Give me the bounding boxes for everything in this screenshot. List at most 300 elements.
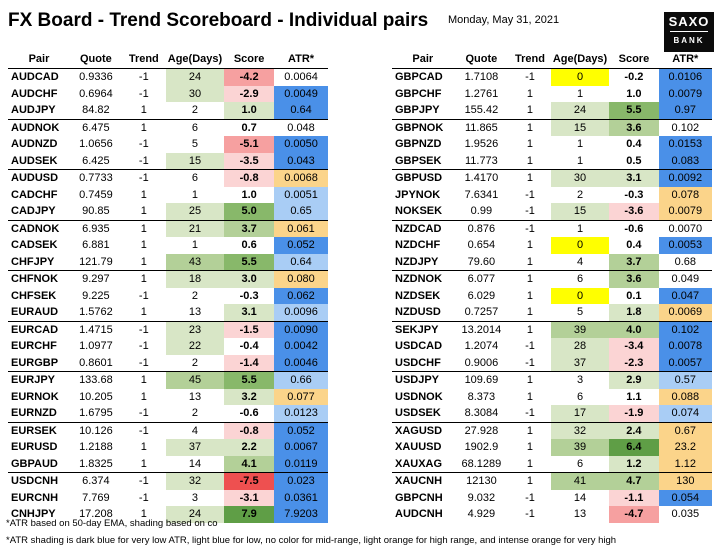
atr-cell: 0.64 xyxy=(274,102,328,119)
quote-cell: 8.3084 xyxy=(464,407,499,420)
score-cell: 4.7 xyxy=(609,473,658,490)
table-row xyxy=(8,102,328,119)
quote-cell: 1.4170 xyxy=(454,170,510,187)
atr-cell: 0.080 xyxy=(274,271,328,288)
trend-cell: 1 xyxy=(526,239,534,252)
trend-cell: -1 xyxy=(138,138,149,151)
pair-cell: USDCHF xyxy=(395,356,441,369)
age-cell: 22 xyxy=(166,338,224,355)
trend-cell: 1 xyxy=(140,205,147,218)
score-cell: 1.0 xyxy=(224,102,274,119)
quote-cell: 6.077 xyxy=(454,271,510,288)
table-row xyxy=(392,187,712,204)
right-col-header: ATR* xyxy=(672,53,699,65)
score-cell: 0.7 xyxy=(224,119,274,136)
score-cell: -1.4 xyxy=(224,355,274,372)
pair-cell: USDCNH xyxy=(8,473,70,490)
pair-cell: GBPNOK xyxy=(392,119,454,136)
score-cell: 4.1 xyxy=(224,456,274,473)
age-cell: 24 xyxy=(551,102,609,119)
age-cell: 18 xyxy=(166,271,224,288)
pair-cell: USDCAD xyxy=(395,340,443,353)
table-row xyxy=(392,203,712,220)
trend-cell: 1 xyxy=(140,306,147,319)
age-cell: 1 xyxy=(551,220,609,237)
pair-cell: EURUSD xyxy=(11,441,58,454)
atr-cell: 0.054 xyxy=(659,490,712,507)
table-row xyxy=(392,456,712,473)
pair-cell: AUDNOK xyxy=(8,119,70,136)
score-cell: -0.6 xyxy=(239,407,259,420)
score-cell: 5.0 xyxy=(224,203,274,220)
score-cell: 1.0 xyxy=(626,87,642,100)
trend-cell: -1 xyxy=(122,321,166,338)
quote-cell: 6.475 xyxy=(70,119,122,136)
pair-cell: EURNOK xyxy=(11,390,59,403)
score-cell: -3.6 xyxy=(609,203,658,220)
pair-cell: AUDUSD xyxy=(8,170,70,187)
table-row xyxy=(8,372,328,389)
age-cell: 6 xyxy=(551,271,609,288)
atr-cell: 0.0079 xyxy=(659,203,712,220)
atr-cell: 0.049 xyxy=(659,271,712,288)
pair-cell: AUDNZD xyxy=(11,138,58,151)
table-row xyxy=(392,102,712,119)
pair-cell: NOKSEK xyxy=(395,205,443,218)
atr-cell: 0.0070 xyxy=(659,220,712,237)
quote-cell: 6.425 xyxy=(82,154,110,167)
trend-cell: 1 xyxy=(509,321,551,338)
atr-cell: 0.0064 xyxy=(274,69,328,86)
pair-cell: AUDCAD xyxy=(8,69,70,86)
pair-cell: CNHJPY xyxy=(11,508,56,521)
age-cell: 15 xyxy=(166,153,224,170)
atr-cell: 0.65 xyxy=(274,203,328,220)
pair-cell: EURCHF xyxy=(11,340,57,353)
score-cell: -3.5 xyxy=(224,153,274,170)
quote-cell: 1.4715 xyxy=(70,321,122,338)
quote-cell: 0.7459 xyxy=(79,188,113,201)
age-cell: 32 xyxy=(166,473,224,490)
quote-cell: 0.876 xyxy=(454,220,510,237)
atr-cell: 0.048 xyxy=(274,119,328,136)
table-row xyxy=(8,69,328,86)
quote-cell: 4.929 xyxy=(467,508,496,521)
quote-cell: 6.029 xyxy=(467,289,496,302)
quote-cell: 13.2014 xyxy=(454,321,510,338)
atr-cell: 0.66 xyxy=(274,372,328,389)
trend-cell: -1 xyxy=(138,154,149,167)
table-row xyxy=(392,422,712,439)
age-cell: 2 xyxy=(576,188,584,201)
trend-cell: 1 xyxy=(140,441,147,454)
quote-cell: 1.0656 xyxy=(79,138,113,151)
score-cell: 1.0 xyxy=(241,188,257,201)
pair-cell: USDSEK xyxy=(395,407,441,420)
pair-cell: EURGBP xyxy=(11,356,59,369)
table-row xyxy=(392,405,712,422)
pair-cell: AUDSEK xyxy=(11,154,58,167)
quote-cell: 9.225 xyxy=(82,289,110,302)
score-cell: 3.0 xyxy=(224,271,274,288)
age-cell: 25 xyxy=(166,203,224,220)
quote-cell: 84.82 xyxy=(82,104,110,117)
quote-cell: 0.8601 xyxy=(79,356,113,369)
quote-cell: 121.79 xyxy=(79,255,113,268)
atr-cell: 0.0053 xyxy=(659,237,712,254)
age-cell: 3 xyxy=(191,491,199,504)
score-cell: -2.9 xyxy=(224,86,274,103)
table-row xyxy=(8,153,328,170)
age-cell: 24 xyxy=(166,506,224,523)
trend-cell: 1 xyxy=(122,271,166,288)
pair-cell: NZDCAD xyxy=(392,220,454,237)
score-cell: 5.5 xyxy=(224,372,274,389)
pair-cell: GBPUSD xyxy=(392,170,454,187)
pair-cell: NZDSEK xyxy=(395,289,441,302)
trend-cell: 1 xyxy=(509,119,551,136)
trend-cell: 1 xyxy=(509,372,551,389)
trend-cell: 1 xyxy=(140,239,147,252)
table-row xyxy=(8,119,328,136)
table-row xyxy=(392,506,712,523)
atr-cell: 0.083 xyxy=(659,153,712,170)
trend-cell: -1 xyxy=(509,69,551,86)
table-row xyxy=(392,271,712,288)
pair-cell: NZDJPY xyxy=(395,255,439,268)
pair-cell: GBPCHF xyxy=(395,87,442,100)
table-row xyxy=(8,338,328,355)
atr-cell: 0.0057 xyxy=(659,355,712,372)
atr-cell: 0.061 xyxy=(274,220,328,237)
right-col-header: Quote xyxy=(465,53,498,65)
atr-cell: 0.0079 xyxy=(659,86,712,103)
score-cell: 4.0 xyxy=(609,321,658,338)
trend-cell: -1 xyxy=(525,205,535,218)
pair-cell: GBPCNH xyxy=(395,491,443,504)
trend-cell: 1 xyxy=(122,372,166,389)
quote-cell: 6.935 xyxy=(70,220,122,237)
trend-cell: 1 xyxy=(509,271,551,288)
pair-cell: USDJPY xyxy=(392,372,454,389)
age-cell: 37 xyxy=(166,439,224,456)
score-cell: 0.1 xyxy=(626,289,642,302)
age-cell: 4 xyxy=(166,422,224,439)
atr-cell: 130 xyxy=(659,473,712,490)
table-row xyxy=(8,422,328,439)
quote-cell: 6.881 xyxy=(82,239,110,252)
table-row xyxy=(8,473,328,490)
table-row xyxy=(392,170,712,187)
score-cell: -0.8 xyxy=(224,170,274,187)
pair-cell: NZDUSD xyxy=(395,306,441,319)
table-row xyxy=(8,170,328,187)
table-row xyxy=(392,237,712,254)
left-col-header: Quote xyxy=(80,53,112,65)
quote-cell: 7.769 xyxy=(82,491,110,504)
table-row xyxy=(392,372,712,389)
trend-cell: 1 xyxy=(140,255,147,268)
trend-cell: 1 xyxy=(509,170,551,187)
trend-cell: -1 xyxy=(122,473,166,490)
pair-cell: GBPSEK xyxy=(395,154,442,167)
age-cell: 30 xyxy=(166,86,224,103)
atr-cell: 0.0051 xyxy=(274,187,328,204)
quote-cell: 9.032 xyxy=(467,491,496,504)
atr-cell: 0.57 xyxy=(659,372,712,389)
score-cell: 2.4 xyxy=(609,422,658,439)
age-cell: 0 xyxy=(551,288,609,305)
atr-cell: 0.047 xyxy=(659,288,712,305)
score-cell: -3.1 xyxy=(224,490,274,507)
trend-cell: -1 xyxy=(525,508,535,521)
saxo-bank-logo xyxy=(664,12,714,52)
pair-cell: CHFSEK xyxy=(11,289,57,302)
score-cell: 0.5 xyxy=(626,154,642,167)
score-cell: 2.9 xyxy=(609,372,658,389)
pair-cell: GBPCAD xyxy=(392,69,454,86)
age-cell: 15 xyxy=(551,203,609,220)
atr-cell: 23.2 xyxy=(659,439,712,456)
pair-cell: CADCHF xyxy=(11,188,58,201)
pair-cell: SEKJPY xyxy=(392,321,454,338)
logo-top-text: SAXO xyxy=(668,14,710,29)
pair-cell: USDNOK xyxy=(395,390,443,403)
table-row xyxy=(8,389,328,406)
quote-cell: 155.42 xyxy=(464,104,499,117)
age-cell: 13 xyxy=(573,508,587,521)
pair-cell: JPYNOK xyxy=(395,188,441,201)
right-scoreboard-table xyxy=(392,50,712,523)
pair-cell: EURSEK xyxy=(8,422,70,439)
age-cell: 6 xyxy=(576,457,584,470)
table-row xyxy=(392,86,712,103)
trend-cell: -1 xyxy=(138,356,149,369)
trend-cell: -1 xyxy=(122,170,166,187)
age-cell: 1 xyxy=(191,239,199,252)
pair-cell: XAUXAG xyxy=(395,457,443,470)
pair-cell: EURJPY xyxy=(8,372,70,389)
atr-cell: 0.0069 xyxy=(659,304,712,321)
table-row xyxy=(392,473,712,490)
age-cell: 5 xyxy=(191,138,199,151)
atr-cell: 0.102 xyxy=(659,321,712,338)
score-cell: 6.4 xyxy=(609,439,658,456)
pair-cell: EURNZD xyxy=(11,407,57,420)
score-cell: 7.9 xyxy=(224,506,274,523)
atr-cell: 0.0119 xyxy=(274,456,328,473)
trend-cell: 1 xyxy=(140,390,147,403)
table-row xyxy=(8,456,328,473)
atr-cell: 0.052 xyxy=(274,422,328,439)
pair-cell: GBPNZD xyxy=(395,138,442,151)
quote-cell: 1.2074 xyxy=(464,340,499,353)
age-cell: 14 xyxy=(188,457,202,470)
table-row xyxy=(8,254,328,271)
left-col-header: Trend xyxy=(128,53,159,65)
score-cell: -0.6 xyxy=(609,220,658,237)
trend-cell: 1 xyxy=(140,188,147,201)
trend-cell: 1 xyxy=(526,87,534,100)
trend-cell: -1 xyxy=(525,356,535,369)
table-row xyxy=(8,203,328,220)
table-row xyxy=(392,119,712,136)
quote-cell: 0.654 xyxy=(467,239,496,252)
age-cell: 4 xyxy=(576,255,584,268)
atr-cell: 0.0090 xyxy=(274,321,328,338)
trend-cell: -1 xyxy=(525,188,535,201)
score-cell: -0.4 xyxy=(239,340,259,353)
quote-cell: 1.2188 xyxy=(79,441,113,454)
atr-cell: 0.052 xyxy=(274,237,328,254)
board-title: FX Board - Trend Scoreboard - Individual pairs xyxy=(8,10,429,31)
age-cell: 45 xyxy=(166,372,224,389)
table-row xyxy=(8,490,328,507)
age-cell: 30 xyxy=(551,170,609,187)
trend-cell: -1 xyxy=(138,407,149,420)
quote-cell: 1.6795 xyxy=(79,407,113,420)
pair-cell: GBPJPY xyxy=(395,104,440,117)
trend-cell: -1 xyxy=(122,422,166,439)
trend-cell: 1 xyxy=(526,138,534,151)
score-cell: 0.4 xyxy=(626,138,642,151)
atr-cell: 0.0067 xyxy=(274,439,328,456)
quote-cell: 0.7257 xyxy=(464,306,499,319)
atr-cell: 0.0068 xyxy=(274,170,328,187)
age-cell: 1 xyxy=(576,154,584,167)
score-cell: 0.6 xyxy=(241,239,257,252)
score-cell: 2.2 xyxy=(224,439,274,456)
right-col-header: Score xyxy=(618,53,650,65)
left-col-header: ATR* xyxy=(287,53,315,65)
quote-cell: 1902.9 xyxy=(464,441,499,454)
atr-cell: 0.0046 xyxy=(274,355,328,372)
score-cell: 3.6 xyxy=(609,271,658,288)
table-row xyxy=(392,321,712,338)
trend-cell: 1 xyxy=(122,220,166,237)
quote-cell: 0.7733 xyxy=(70,170,122,187)
quote-cell: 68.1289 xyxy=(461,457,502,470)
age-cell: 28 xyxy=(551,338,609,355)
atr-cell: 0.67 xyxy=(659,422,712,439)
atr-footnote: *ATR based on 50-day EMA, shading based on co xyxy=(6,518,218,529)
atr-cell: 0.0042 xyxy=(274,338,328,355)
right-col-header: Trend xyxy=(515,53,545,65)
age-cell: 0 xyxy=(551,69,609,86)
score-cell: -7.5 xyxy=(224,473,274,490)
logo-bottom-text: BANK xyxy=(673,36,705,45)
left-col-header: Age(Days) xyxy=(167,53,223,65)
trend-cell: -1 xyxy=(138,491,149,504)
atr-shading-footnote: *ATR shading is dark blue for very low ATR, light blue for low, no color for mid-range, light orange for high range, and intense orange for very high xyxy=(6,535,617,546)
atr-cell: 0.0361 xyxy=(274,490,328,507)
left-header-row xyxy=(8,50,328,69)
atr-cell: 0.0106 xyxy=(659,69,712,86)
pair-cell: GBPAUD xyxy=(11,457,58,470)
quote-cell: 6.374 xyxy=(70,473,122,490)
age-cell: 32 xyxy=(551,422,609,439)
pair-cell: NZDCHF xyxy=(395,239,441,252)
pair-cell: NZDNOK xyxy=(392,271,454,288)
atr-cell: 0.078 xyxy=(659,187,712,204)
age-cell: 6 xyxy=(166,170,224,187)
score-cell: -5.1 xyxy=(224,136,274,153)
table-row xyxy=(8,355,328,372)
pair-cell: EURAUD xyxy=(11,306,59,319)
atr-cell: 1.12 xyxy=(659,456,712,473)
pair-cell: CADJPY xyxy=(11,205,56,218)
table-row xyxy=(8,136,328,153)
table-row xyxy=(8,237,328,254)
score-cell: 1.1 xyxy=(626,390,642,403)
quote-cell: 7.6341 xyxy=(464,188,499,201)
score-cell: 3.1 xyxy=(609,170,658,187)
trend-cell: 1 xyxy=(526,289,534,302)
trend-cell: -1 xyxy=(138,340,149,353)
left-col-header: Pair xyxy=(28,53,50,65)
atr-cell: 0.68 xyxy=(674,255,696,268)
atr-cell: 0.97 xyxy=(659,102,712,119)
atr-cell: 0.088 xyxy=(659,389,712,406)
trend-cell: -1 xyxy=(122,69,166,86)
pair-cell: EURCNH xyxy=(11,491,59,504)
trend-cell: 1 xyxy=(526,104,534,117)
score-cell: 3.1 xyxy=(224,304,274,321)
score-cell: -0.8 xyxy=(224,422,274,439)
age-cell: 3 xyxy=(551,372,609,389)
trend-cell: 1 xyxy=(140,104,147,117)
atr-cell: 0.0049 xyxy=(274,86,328,103)
pair-cell: CADNOK xyxy=(8,220,70,237)
age-cell: 43 xyxy=(166,254,224,271)
table-row xyxy=(392,338,712,355)
atr-cell: 0.074 xyxy=(659,405,712,422)
score-cell: -0.3 xyxy=(239,289,259,302)
report-date: Monday, May 31, 2021 xyxy=(448,14,560,26)
score-cell: -2.3 xyxy=(609,355,658,372)
quote-cell: 1.9526 xyxy=(464,138,499,151)
trend-cell: -1 xyxy=(525,491,535,504)
quote-cell: 8.373 xyxy=(467,390,496,403)
quote-cell: 0.9336 xyxy=(70,69,122,86)
atr-cell: 0.023 xyxy=(274,473,328,490)
pair-cell: AUDCHF xyxy=(11,87,58,100)
atr-cell: 0.102 xyxy=(659,119,712,136)
age-cell: 13 xyxy=(188,306,202,319)
score-cell: 3.6 xyxy=(609,119,658,136)
quote-cell: 1.7108 xyxy=(454,69,510,86)
quote-cell: 1.2761 xyxy=(464,87,499,100)
quote-cell: 27.928 xyxy=(454,422,510,439)
pair-cell: CHFJPY xyxy=(11,255,55,268)
table-row xyxy=(392,153,712,170)
table-row xyxy=(392,439,712,456)
trend-cell: -1 xyxy=(509,220,551,237)
score-cell: -0.2 xyxy=(609,69,658,86)
quote-cell: 1.5762 xyxy=(79,306,113,319)
table-row xyxy=(392,490,712,507)
atr-cell: 0.0050 xyxy=(274,136,328,153)
age-cell: 39 xyxy=(551,321,609,338)
atr-cell: 0.0092 xyxy=(659,170,712,187)
table-row xyxy=(392,389,712,406)
pair-cell: EURCAD xyxy=(8,321,70,338)
score-cell: 3.7 xyxy=(609,254,658,271)
age-cell: 17 xyxy=(551,405,609,422)
quote-cell: 12130 xyxy=(454,473,510,490)
trend-cell: -1 xyxy=(138,289,149,302)
table-row xyxy=(8,271,328,288)
